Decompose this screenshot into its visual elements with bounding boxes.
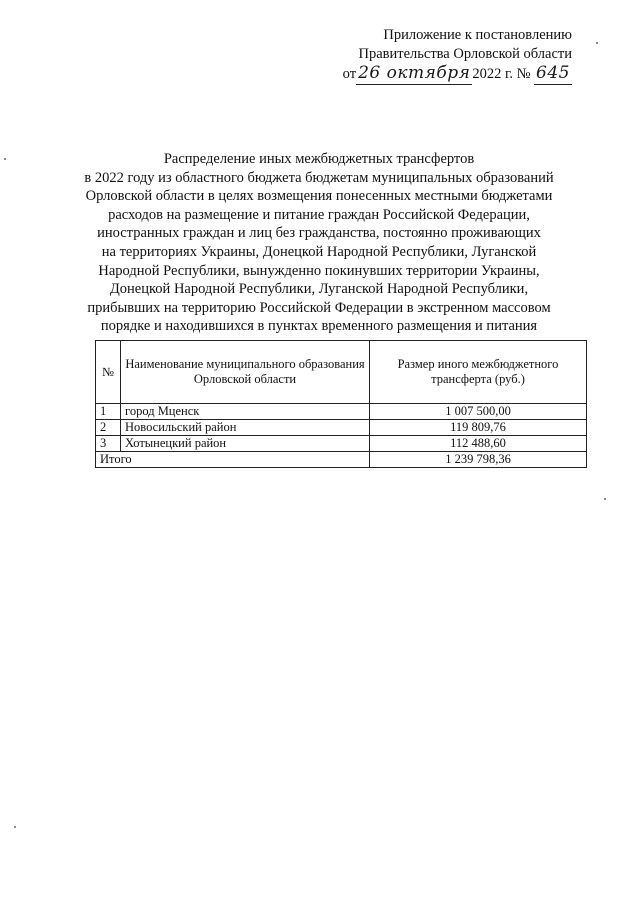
title-line: Народной Республики, вынужденно покинувших территории Украины, (98, 262, 540, 279)
handwritten-number: 645 (536, 63, 570, 83)
row-name: город Мценск (121, 404, 370, 420)
appendix-line-1: Приложение к постановлению (383, 27, 572, 43)
title-line: Донецкой Народной Республики, Луганской Народной Республики, (109, 281, 529, 298)
row-amount: 1 007 500,00 (370, 404, 587, 420)
handwritten-date: 26 октября (358, 63, 471, 83)
header-num: № (96, 341, 121, 404)
scan-speck (604, 498, 606, 500)
distribution-table (95, 340, 587, 468)
title-line: Распределение иных межбюджетных трансфертов (163, 151, 475, 167)
row-amount: 119 809,76 (370, 420, 587, 436)
scan-speck (596, 42, 598, 44)
table-row (96, 420, 587, 436)
scan-speck (4, 158, 6, 160)
appendix-header (272, 26, 572, 85)
table-row (96, 404, 587, 420)
title-line: на территориях Украины, Донецкой Народной Республики, Луганской (101, 243, 537, 260)
row-num: 1 (96, 404, 121, 420)
appendix-line-2: Правительства Орловской области (358, 46, 572, 62)
header-name: Наименование муниципального образования Орловской области (121, 341, 370, 404)
row-name: Хотынецкий район (121, 436, 370, 452)
row-name: Новосильский район (121, 420, 370, 436)
total-amount: 1 239 798,36 (370, 452, 587, 468)
date-prefix: от (342, 66, 357, 82)
date-suffix: 2022 г. № (472, 66, 531, 82)
title-line: иностранных граждан и лиц без гражданства, постоянно проживающих (97, 225, 541, 242)
header-amount: Размер иного межбюджетного трансферта (руб.) (370, 341, 587, 404)
row-num: 3 (96, 436, 121, 452)
total-label: Итого (96, 452, 370, 468)
title-line: прибывших на территорию Российской Федерации в экстренном массовом (87, 299, 551, 316)
appendix-date-line (272, 64, 572, 85)
document-title (40, 150, 598, 336)
table-total-row (96, 452, 587, 468)
table-header-row (96, 341, 587, 404)
title-line: в 2022 году из областного бюджета бюджетам муниципальных образований (84, 169, 554, 186)
title-line: порядке и находившихся в пунктах временного размещения и питания (100, 318, 538, 335)
title-line: Орловской области в целях возмещения понесенных местными бюджетами (85, 188, 553, 205)
row-amount: 112 488,60 (370, 436, 587, 452)
row-num: 2 (96, 420, 121, 436)
table-row (96, 436, 587, 452)
title-line: расходов на размещение и питание граждан Российской Федерации, (108, 206, 530, 223)
scan-speck (14, 826, 16, 828)
